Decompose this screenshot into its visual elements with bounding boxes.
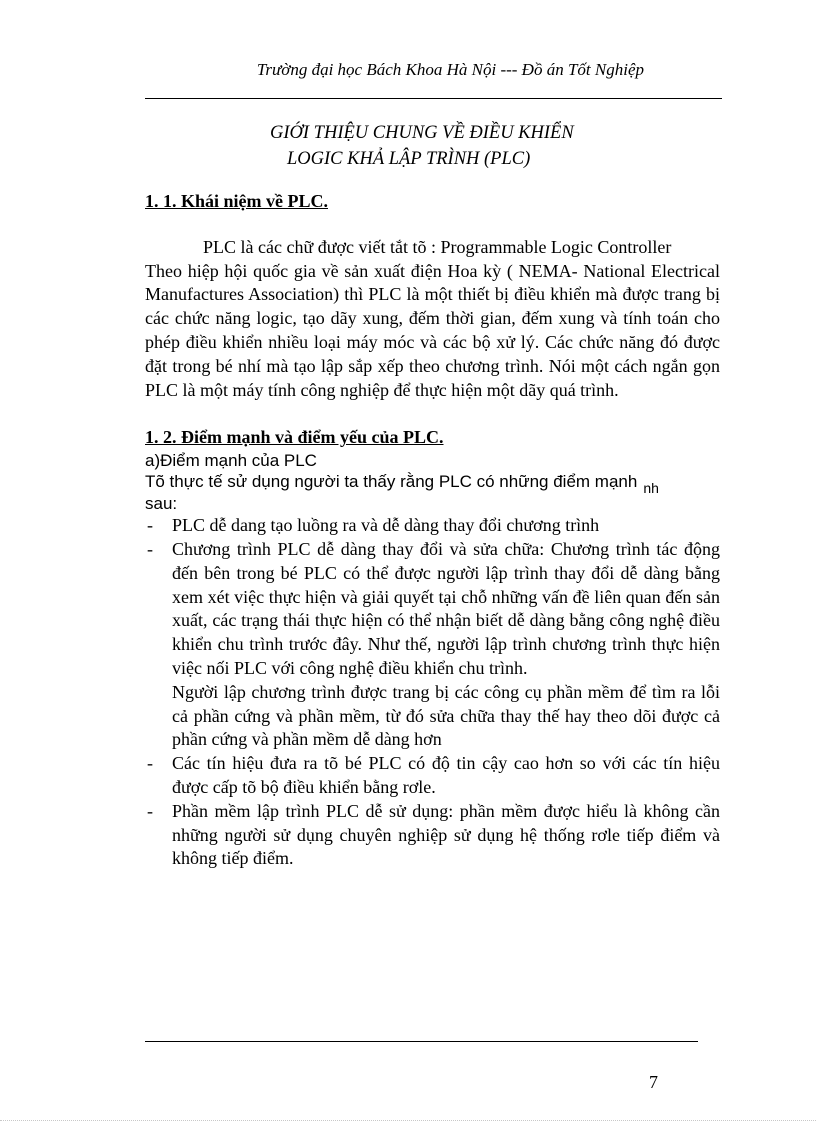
dash-bullet: - (147, 538, 153, 559)
spacer (145, 402, 720, 426)
document-body (145, 190, 720, 871)
chapter-title-line2: LOGIC KHẢ LẬP TRÌNH (PLC) (287, 149, 531, 169)
strengths-intro-text: Tõ thực tế sử dụng người ta thấy rằng PLC có những điểm mạnh (145, 472, 638, 492)
header-rule (145, 98, 722, 99)
strengths-intro-nh: nh (643, 480, 659, 497)
strengths-intro (145, 471, 720, 514)
strengths-list (145, 514, 720, 681)
list-item-text: PLC dễ dang tạo luồng ra và dễ dàng thay đổi chương trình (172, 515, 600, 536)
list-item (145, 800, 720, 871)
list-item-text: Phần mềm lập trình PLC dễ sử dụng: phần mềm được hiểu là không cần những người sử dụng chuyên nghiệp sử dụng hệ thống rơle tiếp điểm và không tiếp điểm. (172, 800, 720, 869)
section-2-heading: 1. 2. Điểm mạnh và điểm yếu của PLC. (145, 427, 444, 448)
list-item (145, 538, 720, 681)
chapter-title-line1: GIỚI THIỆU CHUNG VỀ ĐIỀU KHIỂN (270, 123, 574, 143)
section-1-para-2: Theo hiệp hội quốc gia về sản xuất điện Hoa kỳ ( NEMA- National Electrical Manufactures Association) thì PLC là một thiết bị điều khiển mà được trang bị các chức năng logic, tạo dãy xung, đếm thời gian, đếm xung và tính toán cho phép điều khiển nhiều loại máy móc và các bộ xử lý. Các chức năng đó được đặt trong bé nhí mà tạo lập sắp xếp theo chương trình. Nói một cách ngắn gọn PLC là một máy tính công nghiệp để thực hiện một dãy quá trình. (145, 260, 720, 400)
page-bottom-border (0, 1120, 816, 1121)
spacer (145, 214, 720, 236)
subheading-strengths: a)Điểm mạnh của PLC (145, 451, 317, 471)
section-1-heading: 1. 1. Khái niệm về PLC. (145, 191, 328, 211)
page-number: 7 (649, 1072, 658, 1092)
list-item (145, 752, 720, 800)
list-item-text: Chương trình PLC dễ dàng thay đổi và sửa chữa: Chương trình tác động đến bên trong bé PLC có thể được người lập trình thay đổi dễ dàng bằng xem xét việc thực hiện và giải quyết tại chỗ những vấn đề liên quan đến sản xuất, các trạng thái thực hiện có thể nhận biết dễ dàng bằng công nghệ điều khiển chu trình trước đây. Như thế, người lập trình chương trình thực hiện việc nối PLC với công nghệ điều khiển chu trình. (172, 538, 720, 678)
list-item-text: Các tín hiệu đưa ra tõ bé PLC có độ tin cậy cao hơn so với các tín hiệu được cấp tõ bộ điều khiển bằng rơle. (172, 753, 720, 797)
strengths-list-continued (145, 752, 720, 871)
strengths-intro-end: sau: (145, 494, 178, 514)
dash-bullet: - (147, 800, 153, 821)
chapter-title (270, 120, 574, 172)
dash-bullet: - (147, 515, 153, 536)
footer-rule (145, 1041, 698, 1042)
dash-bullet: - (147, 753, 153, 774)
page-header: Trường đại học Bách Khoa Hà Nội --- Đồ án Tốt Nghiệp (256, 60, 644, 79)
section-1-para-1: PLC là các chữ được viết tắt tõ : Programmable Logic Controller (203, 236, 672, 257)
list-item-continuation: Người lập chương trình được trang bị các công cụ phần mềm để tìm ra lỗi cả phần cứng và phần mềm, từ đó sửa chữa thay thế hay theo dõi được cả phần cứng và phần mềm dễ dàng hơn (172, 681, 720, 750)
list-item (145, 514, 720, 538)
